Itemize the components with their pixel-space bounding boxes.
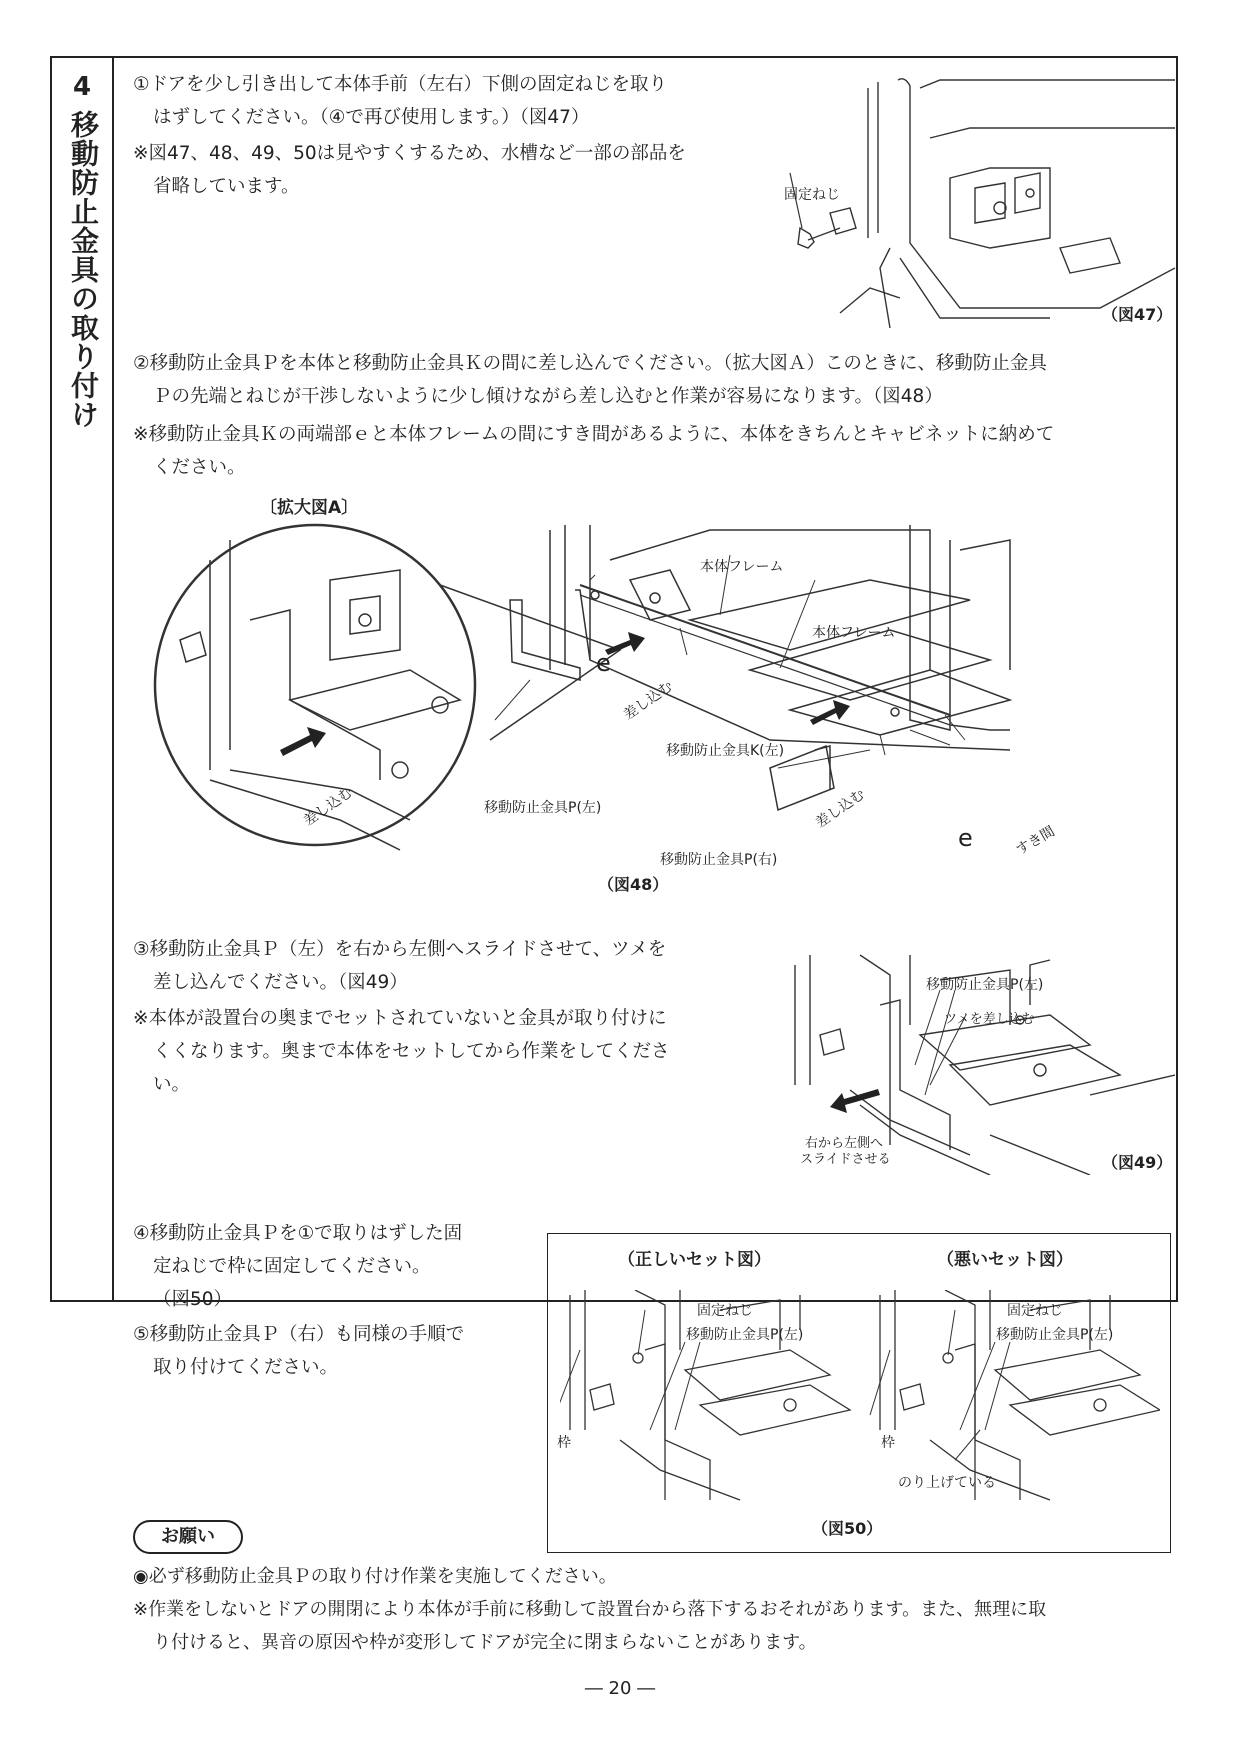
fig48-frame1: 本体フレーム (700, 559, 784, 575)
fig50-frame-b: 枠 (881, 1435, 895, 1451)
p3-line1: ③移動防止金具Ｐ（左）を右から左側へスライドさせて、ツメを (133, 939, 667, 960)
p2-line2: Ｐの先端とねじが干渉しないように少し傾けながら差し込むと作業が容易になります。（図48） (153, 386, 943, 407)
fig48-insert-zoom: 差し込む (301, 784, 357, 830)
fig49-p-left: 移動防止金具P(左) (926, 977, 1044, 993)
fig47-screw-label: 固定ねじ (784, 187, 840, 203)
fig50-screw-b: 固定ねじ (1007, 1303, 1063, 1319)
step-title: 移動防止金具の取り付け (67, 110, 100, 429)
p2-line1: ②移動防止金具Ｐを本体と移動防止金具Ｋの間に差し込んでください。（拡大図Ａ）このときに、移動防止金具 (133, 353, 1047, 374)
fig48-insert2: 差し込む (813, 786, 869, 832)
p3-note1: ※本体が設置台の奥までセットされていないと金具が取り付けに (133, 1008, 667, 1029)
request-line2: ※作業をしないとドアの開閉により本体が手前に移動して設置台から落下するおそれがあります。また、無理に取 (133, 1599, 1047, 1620)
fig47-caption: （図47） (1102, 305, 1173, 324)
p3-line2: 差し込んでください。（図49） (153, 972, 408, 993)
fig50-frame-a: 枠 (557, 1435, 571, 1451)
fig48-zoom-title: 〔拡大図A〕 (260, 498, 359, 518)
p3-note2: くくなります。奥まで本体をセットしてから作業をしてくださ (153, 1041, 670, 1062)
figure-48 (150, 520, 1170, 890)
fig50-caption: （図50） (812, 1519, 883, 1538)
figure-50-drawings (560, 1290, 1160, 1510)
fig49-tab: ツメを差し込む (944, 1012, 1035, 1027)
fig48-e-right: e (958, 824, 973, 852)
fig48-frame2: 本体フレーム (812, 625, 896, 641)
fig50-riding-label: のり上げている (898, 1475, 996, 1491)
fig48-p-left: 移動防止金具P(左) (484, 800, 602, 816)
p1-line1: ①ドアを少し引き出して本体手前（左右）下側の固定ねじを取り (133, 74, 668, 95)
request-line3: り付けると、異音の原因や枠が変形してドアが完全に閉まらないことがあります。 (153, 1632, 817, 1653)
p4-line1: ④移動防止金具Ｐを①で取りはずした固 (133, 1223, 463, 1244)
fig50-screw-a: 固定ねじ (697, 1303, 753, 1319)
page-number: ― 20 ― (584, 1678, 656, 1699)
p4-line5: 取り付けてください。 (153, 1357, 339, 1378)
p1-line2: はずしてください。（④で再び使用します。）（図47） (153, 107, 590, 128)
p1-note2: 省略しています。 (153, 176, 300, 197)
fig50-wrong-title: （悪いセット図） (937, 1250, 1073, 1270)
fig48-insert1: 差し込む (621, 678, 677, 724)
p4-line3: （図50） (153, 1289, 233, 1310)
request-line1: ◉必ず移動防止金具Ｐの取り付け作業を実施してください。 (133, 1566, 617, 1587)
fig50-part-a: 移動防止金具P(左) (686, 1327, 804, 1343)
fig48-e-left: e (596, 649, 611, 677)
fig48-caption: （図48） (598, 875, 669, 894)
p4-line2: 定ねじで枠に固定してください。 (153, 1256, 431, 1277)
p3-note3: い。 (153, 1074, 191, 1095)
p2-note2: ください。 (153, 457, 246, 478)
request-badge: お願い (133, 1520, 243, 1554)
step-sidebar (50, 56, 114, 1302)
p2-note1: ※移動防止金具Ｋの両端部ｅと本体フレームの間にすき間があるように、本体をきちんとキャビネットに納めて (133, 424, 1055, 445)
fig48-gap: すき間 (1013, 823, 1058, 859)
step-number: 4 (72, 72, 92, 102)
fig48-k-left: 移動防止金具K(左) (666, 743, 785, 759)
fig49-slide2: スライドさせる (800, 1152, 891, 1167)
p4-line4: ⑤移動防止金具Ｐ（右）も同様の手順で (133, 1324, 465, 1345)
fig48-p-right: 移動防止金具P(右) (660, 852, 778, 868)
p1-note1: ※図47、48、49、50は見やすくするため、水槽など一部の部品を (133, 143, 686, 164)
fig50-part-b: 移動防止金具P(左) (996, 1327, 1114, 1343)
fig50-correct-title: （正しいセット図） (618, 1250, 771, 1270)
fig49-slide1: 右から左側へ (805, 1136, 884, 1151)
fig49-caption: （図49） (1102, 1153, 1173, 1172)
